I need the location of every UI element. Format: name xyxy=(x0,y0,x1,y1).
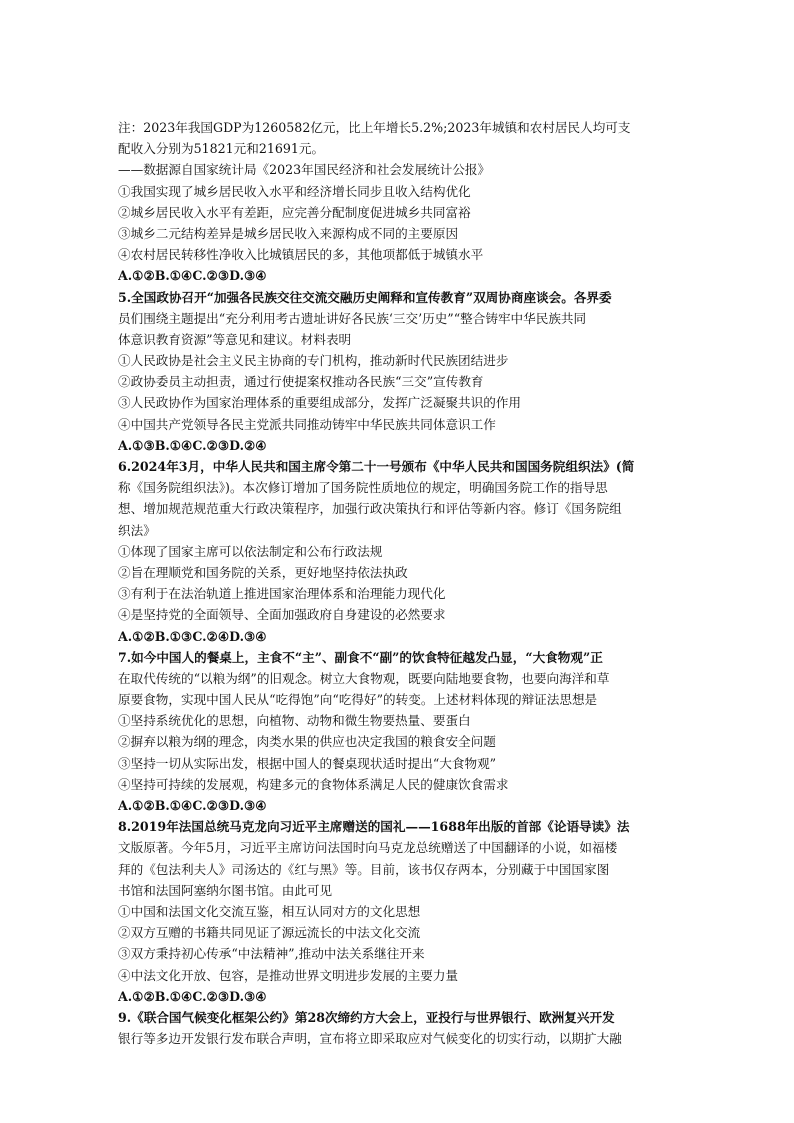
text-line: 配收入分别为51821元和21691元。 xyxy=(118,141,325,157)
text-line: ④中国共产党领导各民主党派共同推动铸牢中华民族共同体意识工作 xyxy=(118,416,496,432)
text-line: ②城乡居民收入水平有差距，应完善分配制度促进城乡共同富裕 xyxy=(118,204,471,220)
text-line: ③双方秉持初心传承“中法精神”,推动中法关系继往开来 xyxy=(118,946,425,962)
text-line: 5.全国政协召开“加强各民族交往交流交融历史阐释和宣传教育”双周协商座谈会。各界委 xyxy=(118,289,612,305)
text-line: 注：2023年我国GDP为1260582亿元，比上年增长5.2%;2023年城镇和农村居民人均可支 xyxy=(118,120,631,135)
text-line: 体意识教育资源”等意见和建议。材料表明 xyxy=(118,331,352,347)
text-line: 6.2024年3月，中华人民共和国主席令第二十一号颁布《中华人民共和国国务院组织法》(简 xyxy=(118,459,635,474)
text-line: 在取代传统的“以粮为纲”的旧观念。树立大食物观，既要向陆地要食物，也要向海洋和草 xyxy=(118,670,610,686)
text-line: 银行等多边开发银行发布联合声明，宣布将立即采取应对气候变化的切实行动，以期扩大融 xyxy=(118,1031,622,1047)
text-line: ③有利于在法治轨道上推进国家治理体系和治理能力现代化 xyxy=(118,586,446,602)
text-line: 7.如今中国人的餐桌上，主食不“主”、副食不“副”的饮食特征越发凸显，“大食物观”正 xyxy=(118,649,603,665)
text-line: ③坚持一切从实际出发，根据中国人的餐桌现状适时提出“大食物观” xyxy=(118,755,497,771)
text-line: 拜的《包法利夫人》司汤达的《红与黑》等。目前，该书仅存两本，分别藏于中国国家图 xyxy=(118,861,610,877)
text-line: A.①②B.①③C.②④D.③④ xyxy=(118,628,267,644)
text-line: ④是坚持党的全面领导、全面加强政府自身建设的必然要求 xyxy=(118,607,446,623)
text-line: A.①②B.①④C.②③D.③④ xyxy=(118,798,267,813)
text-line: A.①③B.①④C.②③D.②④ xyxy=(118,437,267,453)
text-line: ②政协委员主动担责，通过行使提案权推动各民族“三交”宣传教育 xyxy=(118,374,484,390)
text-line: 称《国务院组织法》)。本次修订增加了国务院性质地位的规定，明确国务院工作的指导思 xyxy=(118,480,608,496)
text-line: A.①②B.①④C.②③D.③④ xyxy=(118,988,267,1004)
text-line: ②双方互赠的书籍共同见证了源远流长的中法文化交流 xyxy=(118,925,421,941)
text-line: ④坚持可持续的发展观，构建多元的食物体系满足人民的健康饮食需求 xyxy=(118,776,509,792)
text-line: 员们围绕主题提出“充分利用考古遗址讲好各民族‘三交’历史”“整合铸牢中华民族共同 xyxy=(118,310,587,326)
text-line: ①我国实现了城乡居民收入水平和经济增长同步且收入结构优化 xyxy=(118,183,471,199)
text-line: A.①②B.①④C.②③D.③④ xyxy=(118,268,267,284)
text-line: 书馆和法国阿塞纳尔图书馆。由此可见 xyxy=(118,882,333,898)
text-line: ③城乡二元结构差异是城乡居民收入来源构成不同的主要原因 xyxy=(118,225,459,241)
text-line: 9.《联合国气候变化框架公约》第28次缔约方大会上，亚投行与世界银行、欧洲复兴开发 xyxy=(118,1009,615,1025)
text-line: ②摒弃以粮为纲的理念，肉类水果的供应也决定我国的粮食安全问题 xyxy=(118,734,496,750)
text-line: 想、增加规范规范重大行政决策程序，加强行政决策执行和评估等新内容。修订《国务院组 xyxy=(118,501,622,517)
document-body xyxy=(118,117,658,1049)
text-line: 织法》 xyxy=(118,522,156,538)
text-line: ①体现了国家主席可以依法制定和公布行政法规 xyxy=(118,543,383,559)
text-line: ③人民政协作为国家治理体系的重要组成部分，发挥广泛凝聚共识的作用 xyxy=(118,395,521,411)
text-line: ④农村居民转移性净收入比城镇居民的多，其他项都低于城镇水平 xyxy=(118,247,484,263)
text-line: ②旨在理顺党和国务院的关系，更好地坚持依法执政 xyxy=(118,564,408,580)
text-line: 8.2019年法国总统马克龙向习近平主席赠送的国礼——1688年出版的首部《论语导读》法 xyxy=(118,819,630,835)
text-line: ④中法文化开放、包容，是推动世界文明进步发展的主要力量 xyxy=(118,967,459,983)
text-line: 文版原著。今年5月，习近平主席访问法国时向马克龙总统赠送了中国翻译的小说，如福楼 xyxy=(118,840,618,856)
text-line: ①人民政协是社会主义民主协商的专门机构，推动新时代民族团结进步 xyxy=(118,353,509,369)
text-line: ——数据源自国家统计局《2023年国民经济和社会发展统计公报》 xyxy=(118,162,491,178)
text-line: ①坚持系统优化的思想，向植物、动物和微生物要热量、要蛋白 xyxy=(118,713,471,729)
text-line: ①中国和法国文化交流互鉴，相互认同对方的文化思想 xyxy=(118,903,421,919)
text-line: 原要食物，实现中国人民从“吃得饱”向“吃得好”的转变。上述材料体现的辩证法思想是 xyxy=(118,692,598,708)
